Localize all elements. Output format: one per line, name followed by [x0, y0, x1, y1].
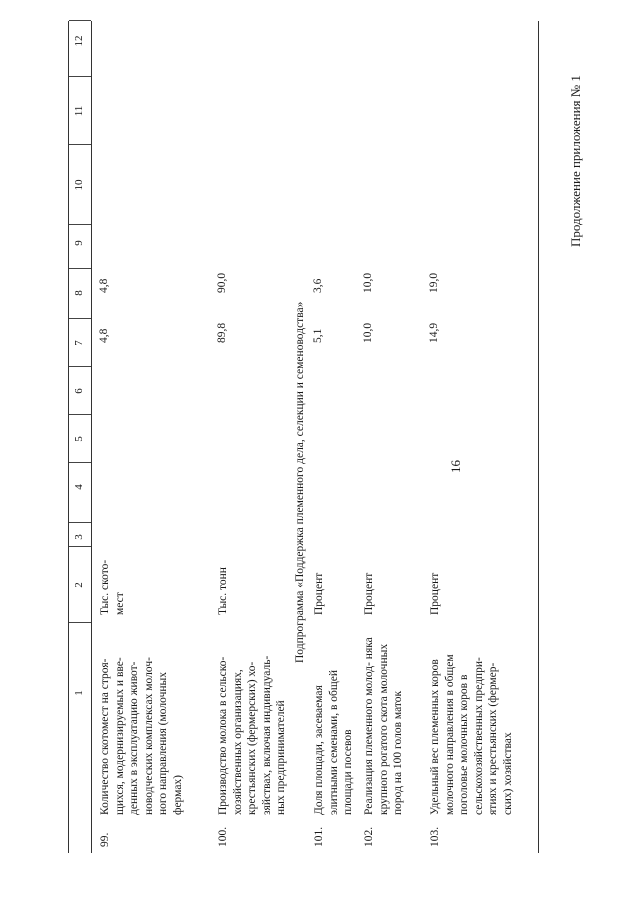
header-col-4: 4: [73, 484, 85, 490]
header-col-1: 1: [73, 690, 85, 696]
table-row: 101. Доля площади, засеваемая элитными семенами, в общей площади посевов Процент 5,1 3,6: [312, 278, 355, 847]
table-row: 99. Количество скотомест на строя- щихся, модернизируемых и вве- денных в эксплуатацию живот- новодческих комплексах молоч- ного направления (молочных фермах) Тыс. ското- мест 4,8 4,8: [98, 278, 184, 847]
header-col-2: 2: [73, 582, 85, 588]
header-col-11: 11: [73, 105, 85, 117]
header-col-7: 7: [73, 340, 85, 346]
header-col-10: 10: [73, 179, 85, 191]
table-row: 100. Производство молока в сельско- хозяйственных организациях, крестьянских (фермерских) хо- зяйствах, включая индивидуаль- ных предпринимателей Тыс. тонн 89,8 90,0: [216, 272, 288, 847]
table-row: 103. Удельный вес племенных коров молочного направления в общем поголовье молочных коров в сельскохозяйственных предпри- ятиях и крестьянских (фермер- ских) хозяйствах Процент 14,9 19,0: [428, 21, 539, 853]
subprogram-row: [292, 21, 312, 853]
page-number: 16: [448, 460, 463, 473]
continuation-label: Продолжение приложения № 1: [568, 75, 583, 247]
subprogram-title: Подпрограмма «Поддержка племенного дела, селекции и семеноводства»: [294, 301, 306, 663]
table-header: [68, 21, 92, 853]
header-col-9: 9: [73, 240, 85, 246]
header-col-12: 12: [73, 35, 85, 47]
header-col-3: 3: [73, 534, 85, 540]
indicator-table: [68, 21, 539, 853]
header-col-8: 8: [73, 290, 85, 296]
table-row: 102. Реализация племенного молод- няка крупного рогатого скота молочных пород на 100 голов маток Процент 10,0 10,0: [362, 272, 405, 847]
header-col-6: 6: [73, 388, 85, 394]
header-col-5: 5: [73, 436, 85, 442]
